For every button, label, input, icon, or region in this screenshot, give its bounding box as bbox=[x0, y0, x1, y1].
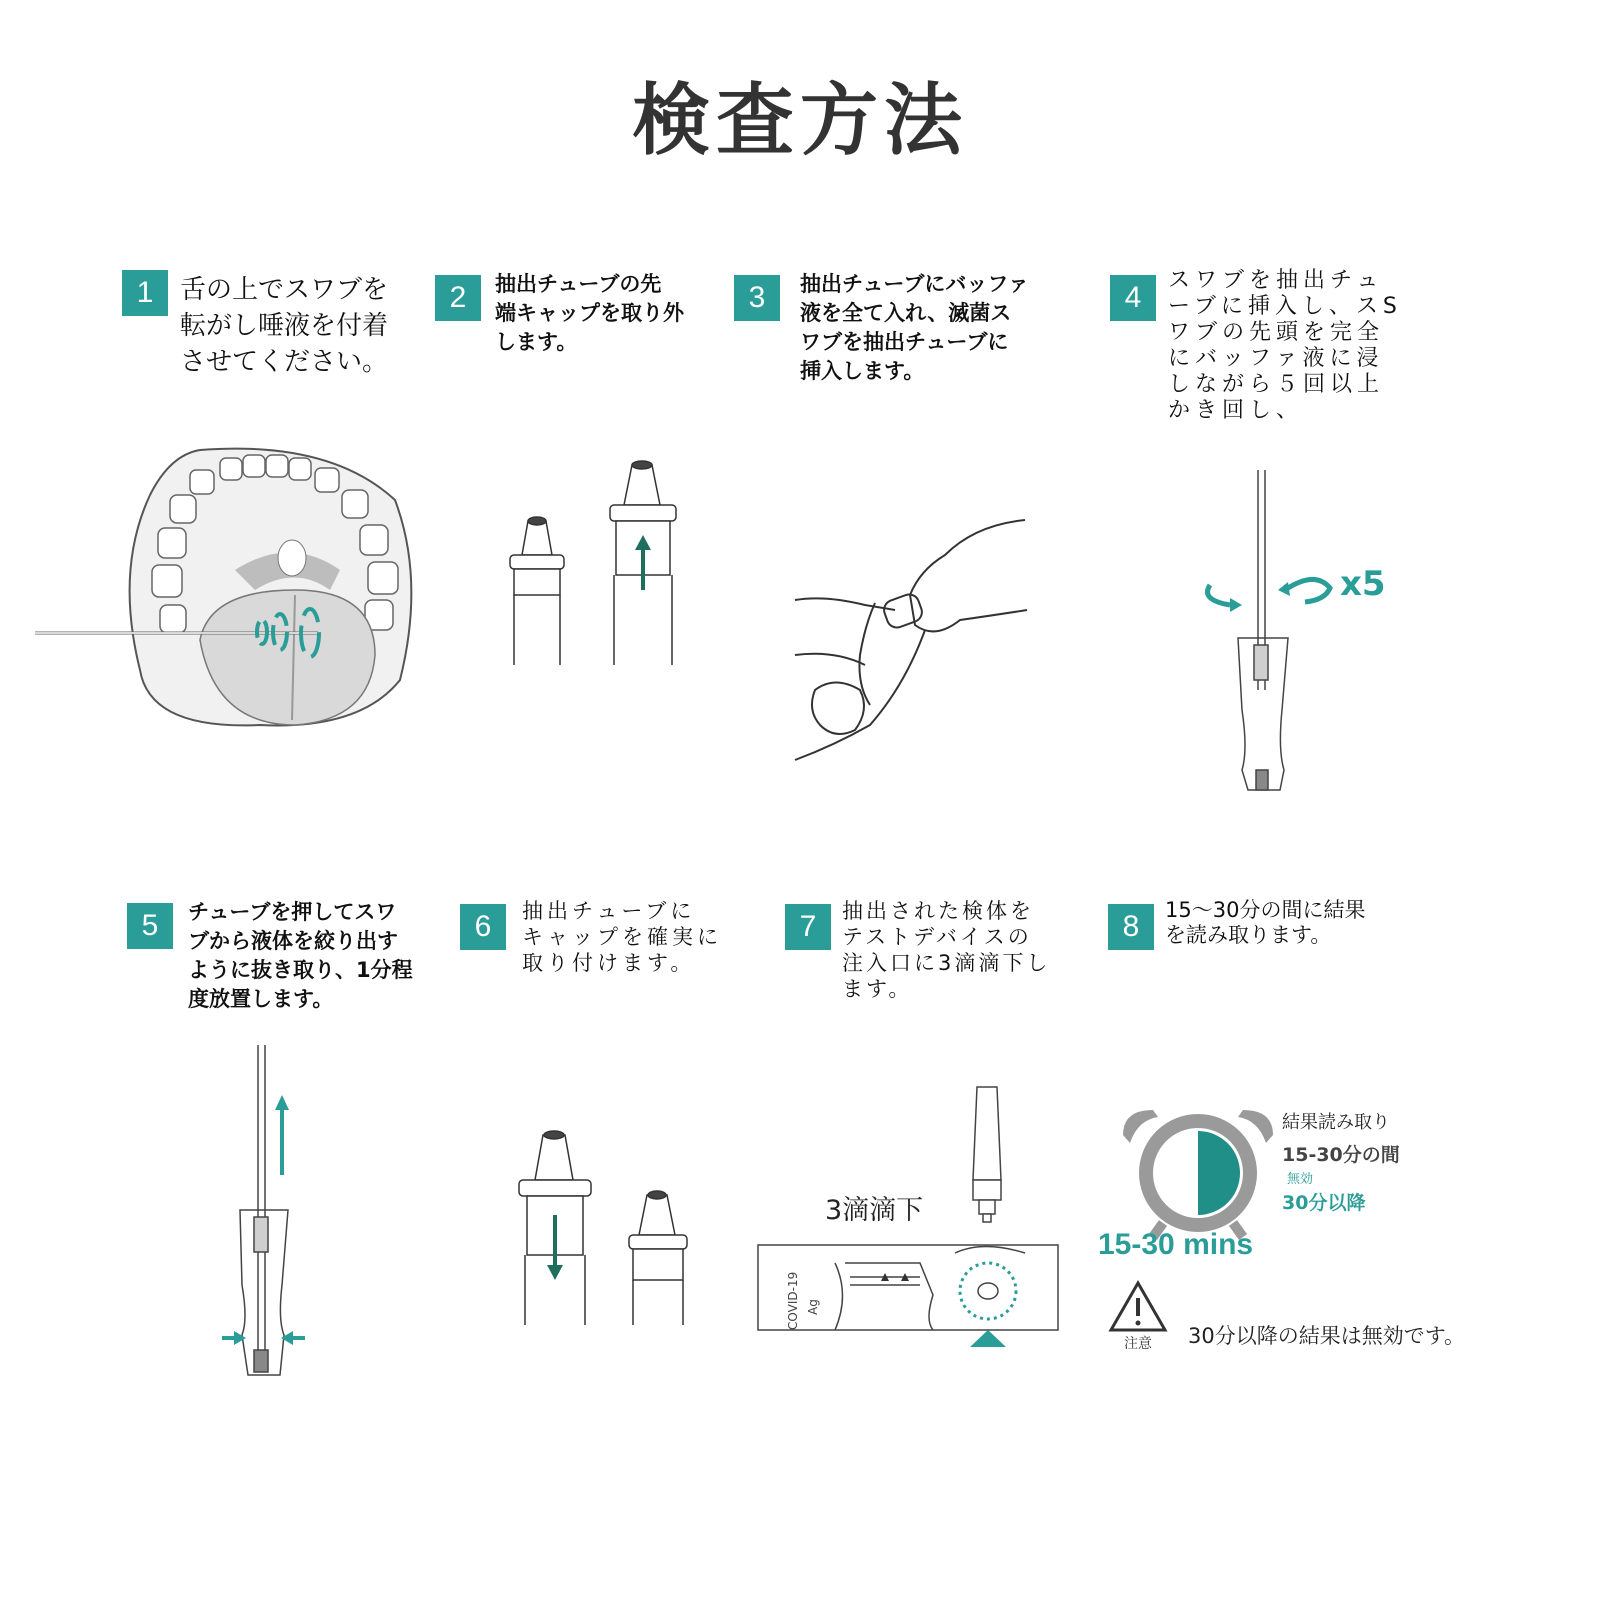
warning-caption: 注意 bbox=[1124, 1336, 1152, 1352]
drop-count-label: 3滴滴下 bbox=[825, 1195, 924, 1226]
step-2-text: 抽出チューブの先 端キャップを取り外 します。 bbox=[495, 272, 684, 354]
step-6-badge: 6 bbox=[460, 904, 506, 950]
step-7-text: 抽出された検体を テストデバイスの 注入口に3滴滴下し ます。 bbox=[842, 899, 1051, 1001]
step-4-badge: 4 bbox=[1110, 275, 1156, 321]
result-invalid-label: 無効 bbox=[1287, 1172, 1314, 1187]
device-label-ag: Ag bbox=[806, 1299, 820, 1315]
step-8-badge: 8 bbox=[1108, 904, 1154, 950]
timer-minutes-label: 15-30 mins bbox=[1098, 1228, 1254, 1261]
hand-buffer-illustration bbox=[795, 515, 1035, 765]
result-heading: 結果読み取り bbox=[1282, 1112, 1390, 1133]
tube-cap-illustration bbox=[500, 455, 700, 675]
step-5-badge: 5 bbox=[127, 903, 173, 949]
mouth-illustration bbox=[30, 440, 430, 740]
step-6-text: 抽出チューブに キャップを確実に 取り付けます。 bbox=[522, 899, 722, 975]
step-1-badge: 1 bbox=[122, 270, 168, 316]
device-label-covid: COVID-19 bbox=[786, 1271, 800, 1330]
swab-rotate-illustration bbox=[1190, 470, 1410, 820]
step-4-text: スワブを抽出チュ ーブに挿入し、スS ワブの先頭を完全 にバッファ液に浸 しながら５回以上 かき回し、 bbox=[1168, 268, 1402, 423]
step-5-text: チューブを押してスワ ブから液体を絞り出す ように抜き取り、1分程 度放置します。 bbox=[188, 900, 413, 1011]
result-range: 15-30分の間 bbox=[1282, 1144, 1400, 1166]
result-after-label: 30分以降 bbox=[1282, 1192, 1366, 1214]
squeeze-tube-illustration bbox=[220, 1045, 340, 1385]
page-title: 検査方法 bbox=[631, 76, 968, 166]
warning-icon bbox=[1108, 1280, 1168, 1335]
step-3-text: 抽出チューブにバッファ 液を全て入れ、滅菌ス ワブを抽出チューブに 挿入します。 bbox=[800, 272, 1029, 383]
attach-cap-illustration bbox=[505, 1130, 715, 1330]
step-1-text: 舌の上でスワブを 転がし唾液を付着 させてください。 bbox=[180, 275, 389, 377]
alarm-clock-icon bbox=[1118, 1105, 1278, 1245]
rotation-count-label: x5 bbox=[1340, 564, 1386, 604]
step-7-badge: 7 bbox=[785, 904, 831, 950]
step-8-text: 15〜30分の間に結果 を読み取ります。 bbox=[1165, 898, 1366, 947]
test-device-illustration bbox=[755, 1085, 1065, 1350]
warning-text: 30分以降の結果は無効です。 bbox=[1188, 1324, 1466, 1348]
step-3-badge: 3 bbox=[734, 275, 780, 321]
step-2-badge: 2 bbox=[435, 275, 481, 321]
